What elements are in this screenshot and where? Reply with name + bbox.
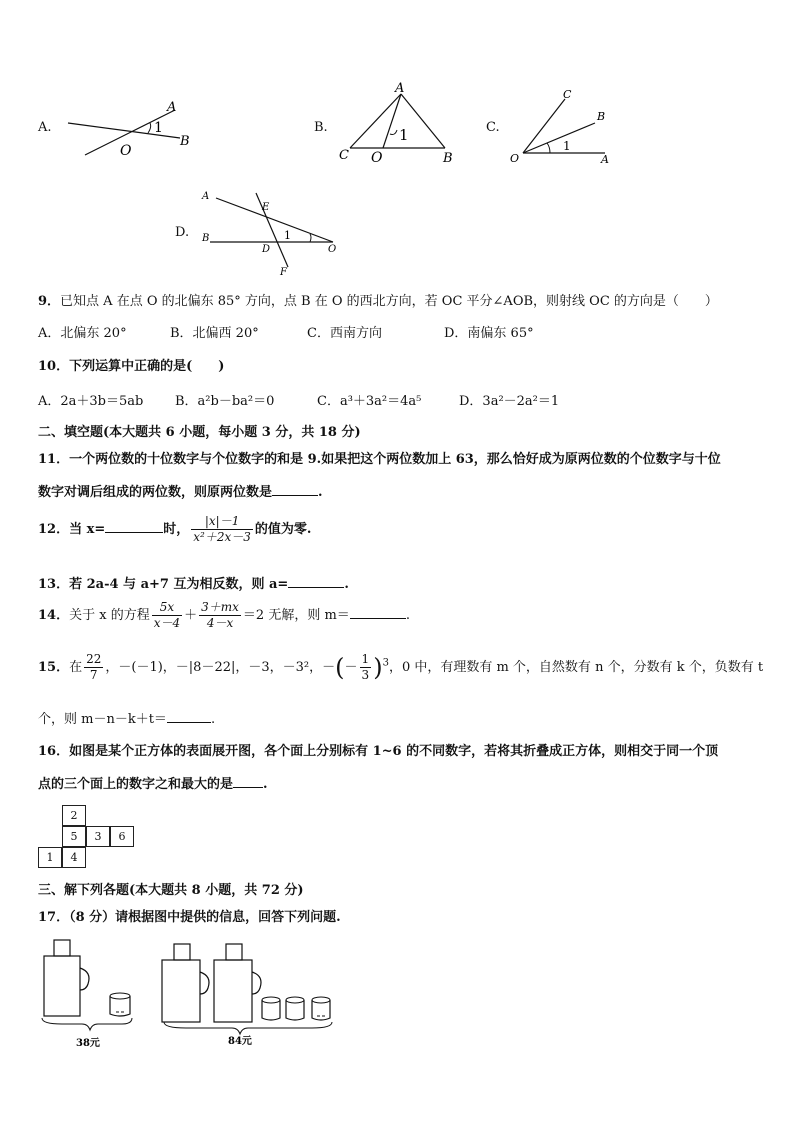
question-10-option-a: A．2a＋3b＝5ab <box>38 394 144 409</box>
question-14-plus: ＋ <box>184 608 198 623</box>
question-16-line2 <box>38 773 268 792</box>
question-10-option-b: B．a²b－ba²＝0 <box>175 394 275 409</box>
question-16-number: 16． <box>38 744 70 759</box>
section-2-heading: 二、填空题(本大题共 6 小题，每小题 3 分，共 18 分) <box>38 425 361 440</box>
question-16-text-2: 点的三个面上的数字之和最大的是 <box>38 777 234 792</box>
option-d-point-a: A <box>202 191 210 202</box>
thermos-icon <box>44 940 89 1016</box>
option-c-figure <box>505 85 625 165</box>
question-15-end: . <box>210 712 216 727</box>
question-15-fraction <box>84 652 103 683</box>
question-10-number: 10． <box>38 359 70 374</box>
question-13 <box>38 573 349 592</box>
option-c-point-a: A <box>601 153 609 165</box>
question-9-option-b: B．北偏西 20° <box>170 326 259 341</box>
option-a-figure <box>60 95 210 160</box>
question-10-option-c: C．a³＋3a²＝4a⁵ <box>317 394 422 409</box>
question-15-fraction-num: 22 <box>86 652 102 666</box>
question-12-fraction <box>191 514 253 545</box>
option-d-point-o: O <box>328 244 337 255</box>
question-9 <box>38 290 718 309</box>
question-9-option-c: C．西南方向 <box>307 326 382 341</box>
question-15-paren-expr: －(－ $\frac{1}{3}$ )$^3$ <box>322 652 389 682</box>
question-15-line1 <box>38 652 763 683</box>
question-17-number: 17． <box>38 910 70 925</box>
question-15-paren-num: 1 <box>361 652 370 666</box>
option-b-point-o: O <box>371 150 383 166</box>
option-d-point-e: E <box>262 202 270 213</box>
question-9-option-a: A．北偏东 20° <box>38 326 127 341</box>
option-a-point-b: B <box>180 134 190 149</box>
question-9-option-d: D．南偏东 65° <box>444 326 534 341</box>
question-11-line1 <box>38 448 721 467</box>
question-11-number: 11． <box>38 452 70 467</box>
question-14-fraction-1-num: 5x <box>152 600 182 616</box>
option-a-angle-label: 1 <box>154 120 163 136</box>
option-b-figure <box>335 78 465 166</box>
question-13-answer-blank <box>288 575 344 588</box>
question-13-text: 若 2a-4 与 a+7 互为相反数，则 a= <box>69 577 289 592</box>
option-c-point-b: B <box>597 110 606 123</box>
question-12-answer-blank <box>105 520 163 533</box>
section-3-heading: 三、解下列各题(本大题共 8 小题，共 72 分) <box>38 883 304 898</box>
option-d-figure <box>198 185 348 277</box>
question-15-paren-fraction <box>360 652 372 683</box>
question-12-mid: 时， <box>163 522 190 537</box>
question-9-options <box>38 322 556 341</box>
thermos-icon <box>162 944 209 1022</box>
option-d-label: D. <box>175 225 190 240</box>
cube-net-cell: 5 <box>62 826 86 847</box>
question-14-fraction-1-den: x－4 <box>153 616 181 630</box>
question-12-denominator: x²＋2x－3 <box>193 530 251 544</box>
thermos-cups-figure <box>36 938 346 1048</box>
price-label-2: 84元 <box>228 1036 252 1047</box>
question-14-fraction-1 <box>152 600 182 631</box>
option-a-point-a: A <box>167 100 177 115</box>
question-14-equals: ＝2 <box>242 608 265 623</box>
question-15-exponent: 3 <box>382 657 389 669</box>
question-14-fraction-2-num: 3＋mx <box>201 600 239 614</box>
question-12 <box>38 514 311 545</box>
question-17 <box>38 906 341 925</box>
price-label-1: 38元 <box>76 1038 100 1048</box>
option-d-angle-label: 1 <box>284 229 291 242</box>
question-9-number: 9． <box>38 294 61 309</box>
question-13-end: . <box>344 577 349 592</box>
question-14-answer-blank <box>350 606 406 619</box>
question-9-text: 已知点 A 在点 O 的北偏东 85° 方向，点 B 在 O 的西北方向，若 OC 平分∠AOB，则射线 OC 的方向是（ ） <box>60 294 718 309</box>
cube-net-cell: 2 <box>62 805 86 826</box>
option-a-point-o: O <box>120 143 132 159</box>
question-10 <box>38 355 224 374</box>
option-b-angle-label: 1 <box>399 126 409 144</box>
question-12-post: 的值为零. <box>254 522 312 537</box>
cup-icon <box>286 997 304 1020</box>
question-10-options <box>38 390 581 409</box>
question-14 <box>38 600 410 631</box>
option-b-point-b: B <box>443 151 453 166</box>
question-15-post: ，0 中，有理数有 m 个，自然数有 n 个，分数有 k 个，负数有 t <box>388 660 764 675</box>
question-14-end: . <box>405 608 410 623</box>
question-11-line2 <box>38 481 323 500</box>
question-15-answer-blank <box>167 710 211 723</box>
cube-net-cell: 4 <box>62 847 86 868</box>
question-16-end: . <box>263 777 268 792</box>
option-d-point-d: D <box>262 244 271 255</box>
question-15-fraction-den: 7 <box>89 668 98 682</box>
question-11-answer-blank <box>272 483 318 496</box>
question-14-pre: 关于 x 的方程 <box>69 608 150 623</box>
cup-icon <box>312 997 330 1020</box>
question-15-paren-den: 3 <box>361 668 370 682</box>
option-c-point-c: C <box>563 88 572 101</box>
question-15-text-2: 个，则 m－n－k＋t＝ <box>38 712 167 727</box>
question-16-answer-blank <box>233 775 263 788</box>
question-11-text-1: 一个两位数的十位数字与个位数字的和是 9.如果把这个两位数加上 63，那么恰好成为原两位数的个位数字与十位 <box>69 452 721 467</box>
cup-icon <box>262 997 280 1020</box>
cube-net-figure <box>38 805 158 869</box>
question-12-numerator: |x|－1 <box>191 514 253 530</box>
option-a-label: A. <box>38 120 52 135</box>
option-c-point-o: O <box>510 152 520 165</box>
question-10-option-d: D．3a²－2a²＝1 <box>459 394 560 409</box>
question-13-number: 13． <box>38 577 70 592</box>
question-12-number: 12． <box>38 522 70 537</box>
question-14-post: 无解，则 m＝ <box>268 608 350 623</box>
question-10-text: 下列运算中正确的是( ) <box>69 359 225 374</box>
question-14-fraction-2 <box>199 600 241 631</box>
option-b-point-c: C <box>339 148 349 163</box>
thermos-icon <box>214 944 261 1022</box>
option-c-angle-label: 1 <box>563 139 571 153</box>
question-14-fraction-2-den: 4－x <box>206 616 234 630</box>
question-15-items: ，－(－1)，－|8－22|，－3，－3²， <box>105 660 323 675</box>
question-15-pre: 在 <box>69 660 83 675</box>
cup-icon <box>110 993 130 1016</box>
cube-net-cell: 1 <box>38 847 62 868</box>
option-d-point-f: F <box>280 267 287 277</box>
question-12-pre: 当 x= <box>69 522 106 537</box>
question-11-text-2: 数字对调后组成的两位数，则原两位数是 <box>38 485 273 500</box>
cube-net-cell: 3 <box>86 826 110 847</box>
question-15-line2 <box>38 708 215 727</box>
question-17-text: （8 分）请根据图中提供的信息，回答下列问题. <box>69 910 341 925</box>
cube-net-cell: 6 <box>110 826 134 847</box>
option-d-point-b: B <box>202 233 210 244</box>
question-16-line1 <box>38 740 718 759</box>
option-b-label: B. <box>314 120 328 135</box>
question-16-text-1: 如图是某个正方体的表面展开图，各个面上分别标有 1~6 的不同数字，若将其折叠成正方体，则相交于同一个顶 <box>69 744 719 759</box>
option-c-label: C. <box>486 120 500 135</box>
question-14-number: 14． <box>38 608 70 623</box>
option-b-point-a: A <box>395 81 405 96</box>
question-11-end: . <box>318 485 323 500</box>
question-15-number: 15． <box>38 660 70 675</box>
